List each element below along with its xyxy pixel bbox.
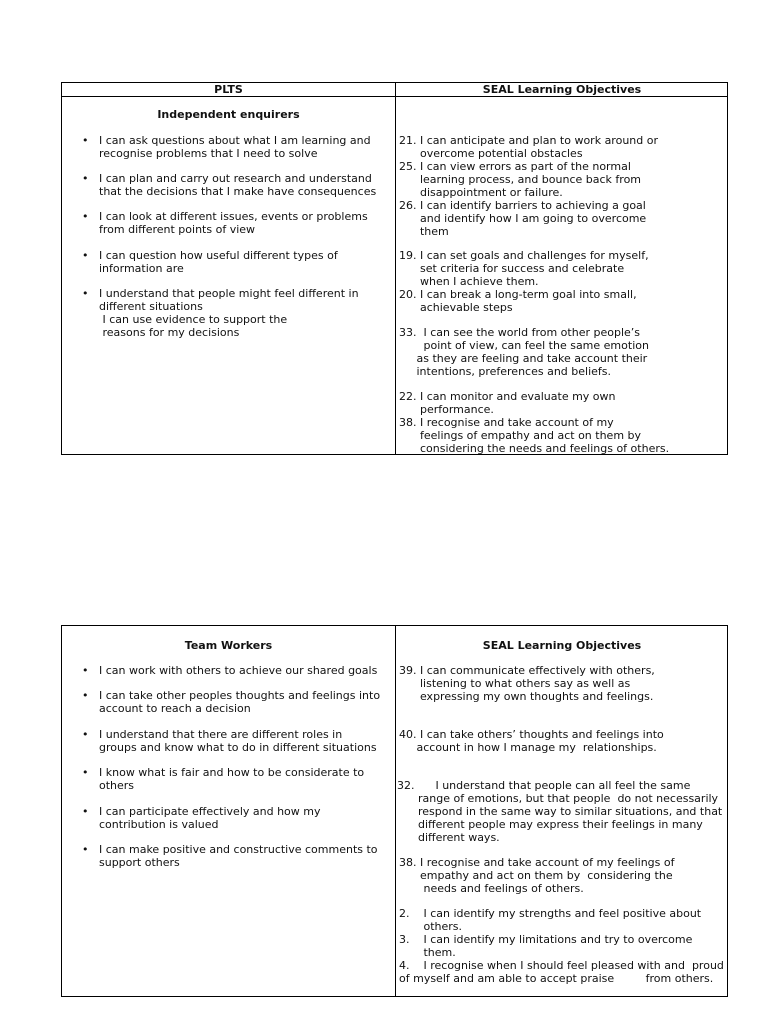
objective-group: 2. I can identify my strengths and feel positive about others. 3. I can identify my limitations and try to overcome them. 4. I recognise when I should feel pleased with and proud of myself and am able to accept praise from others. — [399, 907, 724, 985]
objective-group: 38. I recognise and take account of my feelings of empathy and act on them by considering the needs and feelings of others. — [399, 856, 675, 895]
objective-group: 40. I can take others’ thoughts and feelings into account in how I manage my relationships. — [399, 728, 664, 754]
list-item: • I can plan and carry out research and understand that the decisions that I make have consequences — [82, 172, 377, 198]
objective-group: 33. I can see the world from other people’s point of view, can feel the same emotion as they are feeling and take account their intentions, preferences and beliefs. — [399, 326, 649, 378]
list-item: • I know what is fair and how to be considerate to others — [82, 766, 365, 792]
col-header-plts: PLTS — [214, 83, 243, 96]
bullet-icon: • — [82, 172, 89, 185]
column-divider — [395, 83, 396, 454]
list-item: • I can look at different issues, events or problems from different points of view — [82, 210, 368, 236]
list-item: • I understand that there are different roles in groups and know what to do in different situations — [82, 728, 377, 754]
plts-table-team-workers — [61, 625, 728, 997]
bullet-icon: • — [82, 287, 89, 300]
col-header-seal: SEAL Learning Objectives — [482, 83, 642, 96]
list-item: • I can make positive and constructive comments to support others — [82, 843, 378, 869]
col-header-team-workers: Team Workers — [184, 639, 273, 652]
text-line: reasons for my decisions — [99, 326, 240, 339]
plts-table-independent-enquirers — [61, 82, 728, 455]
list-item: • I can question how useful different types of information are — [82, 249, 338, 275]
list-item: • I can take other peoples thoughts and feelings into account to reach a decision — [82, 689, 381, 715]
objective-group: 32. I understand that people can all feel the same range of emotions, but that people do not necessarily respond in the same way to similar situations, and that different people may express their feelings in many different ways. — [397, 779, 723, 844]
bullet-icon: • — [82, 689, 89, 702]
objective-group: 19. I can set goals and challenges for myself, set criteria for success and celebrate when I achieve them. 20. I can break a long-term goal into small, achievable steps — [399, 249, 649, 314]
list-item: • I understand that people might feel different in different situations — [82, 287, 359, 313]
objective-group: 21. I can anticipate and plan to work around or overcome potential obstacles 25. I can view errors as part of the normal learning process, and bounce back from disappointment or failure. 26. I can identify barriers to achieving a goal and identify how I am going to overcome them — [399, 134, 658, 238]
bullet-icon: • — [82, 249, 89, 262]
bullet-icon: • — [82, 134, 89, 147]
objective-group: 22. I can monitor and evaluate my own performance. 38. I recognise and take account of my feelings of empathy and act on them by considering the needs and feelings of others. — [399, 390, 670, 455]
col-header-seal: SEAL Learning Objectives — [482, 639, 642, 652]
bullet-icon: • — [82, 210, 89, 223]
bullet-icon: • — [82, 664, 89, 677]
column-divider — [395, 626, 396, 996]
text-line: I can use evidence to support the — [99, 313, 288, 326]
bullet-icon: • — [82, 728, 89, 741]
bullet-icon: • — [82, 805, 89, 818]
bullet-icon: • — [82, 766, 89, 779]
list-item: • I can work with others to achieve our shared goals — [82, 664, 378, 677]
section-title: Independent enquirers — [157, 108, 300, 121]
list-item: • I can participate effectively and how my contribution is valued — [82, 805, 321, 831]
list-item: • I can ask questions about what I am learning and recognise problems that I need to solve — [82, 134, 371, 160]
bullet-icon: • — [82, 843, 89, 856]
objective-group: 39. I can communicate effectively with others, listening to what others say as well as expressing my own thoughts and feelings. — [399, 664, 655, 703]
